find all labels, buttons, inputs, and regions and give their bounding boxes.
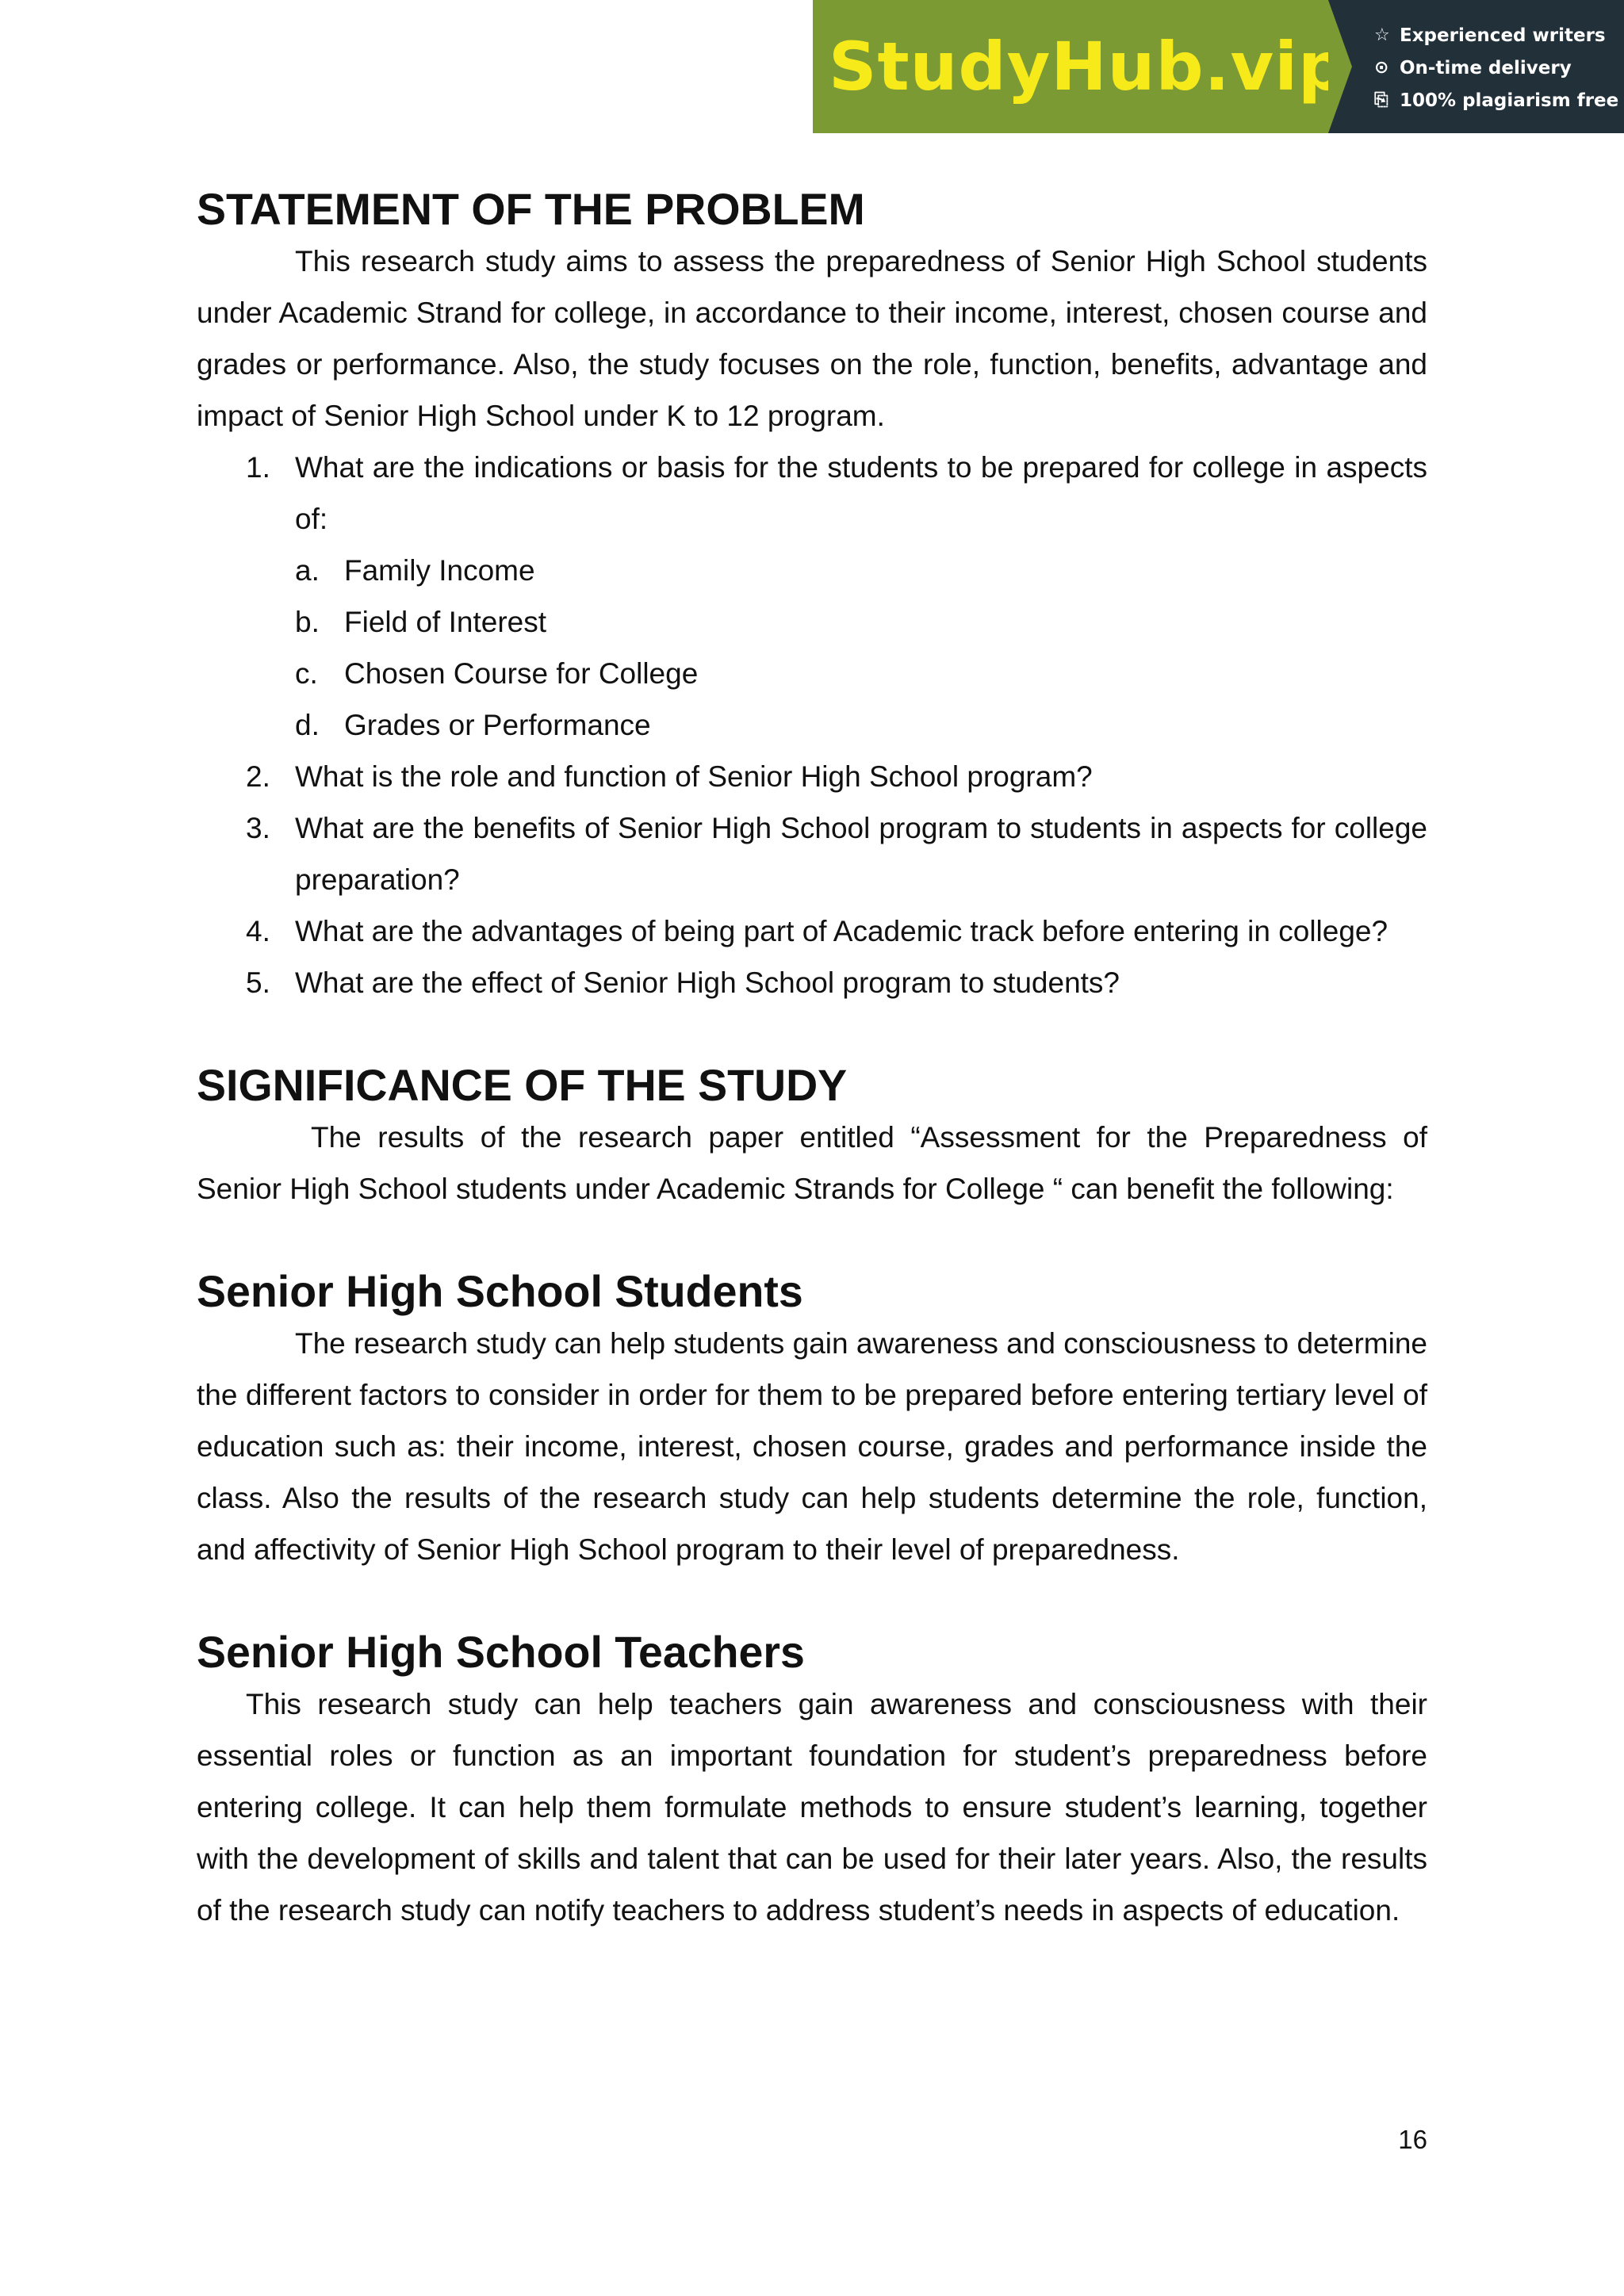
question-text: What are the indications or basis for the students to be prepared for college in aspects of: xyxy=(295,451,1427,535)
aspect-text: Field of Interest xyxy=(344,606,547,638)
teachers-heading: Senior High School Teachers xyxy=(197,1628,805,1677)
aspect-letter: a. xyxy=(295,554,320,587)
feature-plagiarism-free xyxy=(1374,84,1624,117)
feature-on-time-delivery xyxy=(1374,52,1624,84)
clock-icon: ⊙ xyxy=(1374,58,1389,78)
question-number: 3. xyxy=(246,812,270,844)
feature-label: On-time delivery xyxy=(1400,57,1572,78)
aspect-item xyxy=(295,699,1427,751)
significance-heading: SIGNIFICANCE OF THE STUDY xyxy=(197,1061,848,1110)
brand-logo-text: StudyHub.vip xyxy=(829,28,1347,105)
aspect-item xyxy=(295,545,1427,596)
question-text: What are the benefits of Senior High School program to students in aspects for college preparation? xyxy=(295,812,1427,896)
question-item xyxy=(197,442,1427,751)
aspect-text: Grades or Performance xyxy=(344,709,651,741)
feature-experienced-writers xyxy=(1374,19,1624,52)
question-item xyxy=(197,802,1427,905)
question-text: What is the role and function of Senior High School program? xyxy=(295,760,1093,793)
spacer xyxy=(197,1215,1427,1266)
aspect-list xyxy=(295,545,1427,751)
research-questions xyxy=(197,442,1427,1008)
feature-label: 100% plagiarism free xyxy=(1400,90,1619,111)
question-item xyxy=(197,751,1427,802)
statement-heading: STATEMENT OF THE PROBLEM xyxy=(197,185,865,234)
star-icon: ☆ xyxy=(1374,25,1390,45)
question-item xyxy=(197,957,1427,1008)
brand-block xyxy=(813,0,1347,133)
question-text: What are the advantages of being part of Academic track before entering in college? xyxy=(295,915,1388,947)
question-item xyxy=(197,905,1427,957)
aspect-letter: d. xyxy=(295,709,320,741)
students-body: The research study can help students gain awareness and consciousness to determine the different factors to consider in order for them to be prepared before entering tertiary level of education such as: their income, interest, chosen course, grades and performance inside the class. Also the results of the research study can help students determine the role, function, and affectivity of Senior High School program to their level of preparedness. xyxy=(197,1327,1427,1566)
question-text: What are the effect of Senior High School program to students? xyxy=(295,966,1120,999)
document-body xyxy=(197,184,1427,1936)
aspect-letter: c. xyxy=(295,657,318,690)
aspect-text: Chosen Course for College xyxy=(344,657,699,690)
studyhub-banner[interactable] xyxy=(813,0,1624,133)
teachers-body: This research study can help teachers gain awareness and consciousness with their essential roles or function as an important foundation for student’s preparedness before entering college. It can help them formulate methods to ensure student’s learning, together with the development of skills and talent that can be used for their later years. Also, the results of the research study can notify teachers to address student’s needs in aspects of education. xyxy=(197,1688,1427,1927)
aspect-text: Family Income xyxy=(344,554,535,587)
copy-icon: ⎘ xyxy=(1374,90,1388,110)
spacer xyxy=(197,1008,1427,1060)
aspect-item xyxy=(295,648,1427,699)
students-heading: Senior High School Students xyxy=(197,1267,803,1316)
statement-intro: This research study aims to assess the preparedness of Senior High School students under Academic Strand for college, in accordance to their income, interest, chosen course and grades or performance. Also, the study focuses on the role, function, benefits, advantage and impact of Senior High School under K to 12 program. xyxy=(197,245,1427,432)
question-number: 5. xyxy=(246,966,270,999)
aspect-item xyxy=(295,596,1427,648)
feature-list xyxy=(1328,0,1624,133)
significance-intro: The results of the research paper entitled “Assessment for the Preparedness of Senior High School students under Academic Strands for College “ can benefit the following: xyxy=(197,1121,1427,1205)
aspect-letter: b. xyxy=(295,606,320,638)
page-number: 16 xyxy=(1398,2125,1427,2154)
feature-label: Experienced writers xyxy=(1400,25,1606,46)
question-number: 2. xyxy=(246,760,270,793)
question-number: 4. xyxy=(246,915,270,947)
spacer xyxy=(197,1575,1427,1627)
question-number: 1. xyxy=(246,451,270,484)
